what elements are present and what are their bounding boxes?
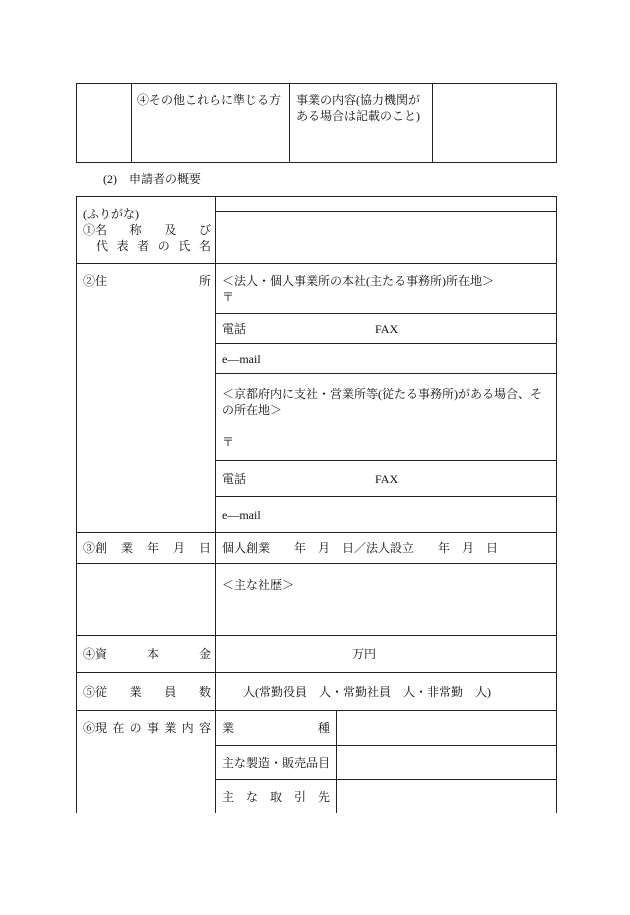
label-glyph: 取 <box>269 789 282 804</box>
representative-label <box>96 238 211 254</box>
industry-label <box>222 720 330 736</box>
label-glyph: の <box>129 721 142 735</box>
label-glyph: 代 <box>96 239 109 253</box>
name-entry-cell <box>215 211 557 264</box>
label-glyph: 表 <box>116 239 129 253</box>
branch-office-email-cell <box>215 496 557 533</box>
history-heading: ＜主な社歴＞ <box>222 578 295 592</box>
requirement-cell <box>289 83 433 163</box>
products-entry-cell <box>336 745 557 780</box>
label-glyph: 主 <box>222 789 235 804</box>
furigana-label: (ふりがな) <box>83 207 139 221</box>
head-office-address-cell <box>215 263 557 314</box>
label-glyph: 称 <box>129 223 142 237</box>
label-glyph: 年 <box>146 541 159 555</box>
fax-label: FAX <box>375 471 399 486</box>
name-label <box>83 222 211 238</box>
business-row-label-cell <box>215 710 337 746</box>
email-label: e—mail <box>222 351 261 366</box>
label-glyph: 及 <box>164 223 177 237</box>
label-glyph: 目 <box>318 755 331 770</box>
employees-label-cell <box>76 672 216 711</box>
history-label-cell <box>76 563 216 636</box>
prior-table-entry-cell <box>432 83 557 163</box>
label-glyph: 名 <box>198 239 211 253</box>
label-glyph: ⑥現 <box>83 721 108 735</box>
head-office-heading: ＜法人・個人事業所の本社(主たる事務所)所在地＞ <box>222 274 494 288</box>
requirement-line: ある場合は記載のこと) <box>296 109 420 123</box>
capital-label <box>83 646 211 662</box>
label-glyph: 所 <box>198 274 211 288</box>
label-glyph: の <box>157 239 170 253</box>
label-glyph: 本 <box>146 647 159 661</box>
label-glyph: 販 <box>282 755 295 770</box>
head-office-phone-cell <box>215 313 557 344</box>
business-row-label-cell <box>215 745 337 780</box>
label-glyph: 製 <box>246 755 259 770</box>
business-label <box>83 720 211 736</box>
clients-label <box>222 789 330 805</box>
category-label: ④その他これらに準じる方 <box>137 93 282 107</box>
requirement-line: 事業の内容(協力機関が <box>296 93 420 107</box>
head-office-email-cell <box>215 343 557 374</box>
label-glyph: ①名 <box>83 223 108 237</box>
label-glyph: 事 <box>146 721 159 735</box>
founding-label-cell <box>76 532 216 564</box>
employees-label <box>83 684 211 700</box>
label-glyph: 引 <box>293 789 306 804</box>
industry-entry-cell <box>336 710 557 746</box>
category-cell <box>131 83 290 163</box>
label-glyph: 日 <box>198 541 211 555</box>
label-glyph: 業 <box>164 721 177 735</box>
branch-office-phone-cell <box>215 460 557 497</box>
history-cell <box>215 563 557 636</box>
label-glyph: 在 <box>112 721 125 735</box>
phone-label: 電話 <box>222 321 247 336</box>
label-glyph: 業 <box>129 684 142 699</box>
address-label <box>83 273 211 289</box>
branch-office-heading-line: ＜京都府内に支社・営業所等(従たる事務所)がある場合、そ <box>222 387 542 401</box>
label-glyph: な <box>245 789 258 804</box>
founding-label <box>83 540 211 556</box>
label-glyph: 数 <box>198 684 211 699</box>
section-heading: (2) 申請者の概要 <box>103 172 201 186</box>
label-glyph: 者 <box>137 239 150 253</box>
label-glyph: 主 <box>222 755 235 770</box>
label-glyph: び <box>198 223 211 237</box>
label-glyph: 売 <box>294 755 307 770</box>
employees-value-cell <box>215 672 557 711</box>
label-glyph: 業 <box>222 721 235 735</box>
postal-mark: 〒 <box>222 290 235 304</box>
label-glyph: 業 <box>120 541 133 555</box>
branch-office-heading-line: の所在地＞ <box>222 403 283 417</box>
branch-office-address-cell <box>215 373 557 461</box>
capital-unit: 万円 <box>352 647 377 661</box>
furigana-entry-cell <box>215 196 557 212</box>
postal-mark: 〒 <box>222 435 235 449</box>
label-glyph: 月 <box>172 541 185 555</box>
label-glyph: ③創 <box>83 541 108 555</box>
products-label <box>222 755 330 771</box>
label-glyph: ・ <box>270 755 283 770</box>
phone-label: 電話 <box>222 471 247 486</box>
label-glyph: 種 <box>317 721 330 735</box>
founding-value-cell <box>215 532 557 564</box>
business-label-cell <box>76 710 216 813</box>
label-glyph: ②住 <box>83 274 108 288</box>
label-glyph: 氏 <box>178 239 191 253</box>
label-glyph: 内 <box>181 721 194 735</box>
fax-label: FAX <box>375 321 399 336</box>
label-glyph: 容 <box>198 721 211 735</box>
label-glyph: 員 <box>164 684 177 699</box>
capital-label-cell <box>76 635 216 673</box>
prior-table-blank-cell <box>76 83 132 163</box>
address-label-cell <box>76 263 216 533</box>
business-row-label-cell <box>215 779 337 813</box>
label-glyph: 先 <box>317 789 330 804</box>
employees-value: 人(常勤役員 人・常勤社員 人・非常勤 人) <box>243 684 491 699</box>
label-glyph: 金 <box>198 647 211 661</box>
label-glyph: 品 <box>306 755 319 770</box>
label-glyph: ⑤従 <box>83 684 108 699</box>
label-glyph: ④資 <box>83 647 108 661</box>
capital-value-cell <box>215 635 557 673</box>
email-label: e—mail <box>222 507 261 522</box>
name-label-cell <box>76 196 216 264</box>
label-glyph: 造 <box>258 755 271 770</box>
founding-value: 個人創業 年 月 日／法人設立 年 月 日 <box>222 541 499 555</box>
clients-entry-cell <box>336 779 557 813</box>
label-glyph: な <box>234 755 247 770</box>
